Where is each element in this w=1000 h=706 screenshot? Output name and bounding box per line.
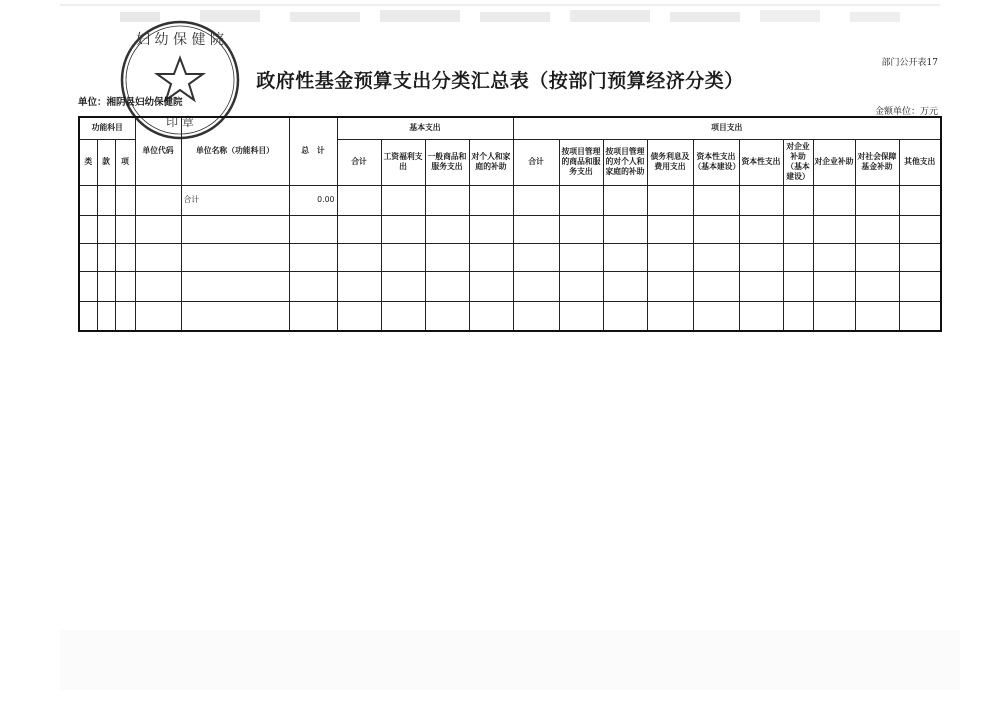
row-name — [181, 243, 289, 271]
row-name — [181, 215, 289, 243]
form-number: 部门公开表17 — [881, 58, 938, 68]
expenditure-table — [78, 116, 942, 332]
header-project-individual: 按项目管理的对个人和家庭的补助 — [603, 139, 647, 185]
table-row — [79, 185, 941, 215]
header-project-debt: 债务利息及费用支出 — [647, 139, 693, 185]
header-project: 项目支出 — [513, 117, 941, 139]
header-project-goods: 按项目管理的商品和服务支出 — [559, 139, 603, 185]
row-total — [289, 301, 337, 331]
table-row — [79, 215, 941, 243]
amount-unit: 金额单位：万元 — [874, 107, 938, 117]
header-project-other: 其他支出 — [899, 139, 941, 185]
row-total — [289, 271, 337, 301]
table-row — [79, 271, 941, 301]
header-basic-goods: 一般商品和服务支出 — [425, 139, 469, 185]
svg-text:妇 幼 保 健 院: 妇 幼 保 健 院 — [136, 32, 224, 48]
header-basic-individual: 对个人和家庭的补助 — [469, 139, 513, 185]
row-name — [181, 301, 289, 331]
page-title: 政府性基金预算支出分类汇总表（按部门预算经济分类） — [256, 70, 744, 92]
row-name — [181, 271, 289, 301]
table-row — [79, 301, 941, 331]
header-xiang: 项 — [115, 139, 135, 185]
header-basic-salary: 工资福利支出 — [381, 139, 425, 185]
row-total — [289, 215, 337, 243]
header-project-capital-infra: 资本性支出（基本建设） — [693, 139, 739, 185]
header-project-social-security: 对社会保障基金补助 — [855, 139, 899, 185]
header-project-enterprise: 对企业补助 — [813, 139, 855, 185]
unit-label: 单位： — [78, 97, 107, 108]
row-total — [289, 243, 337, 271]
header-project-enterprise-infra: 对企业补助（基本建设） — [783, 139, 813, 185]
table-row — [79, 243, 941, 271]
header-project-capital: 资本性支出 — [739, 139, 783, 185]
header-total: 总 计 — [289, 117, 337, 185]
row-name: 合计 — [181, 185, 289, 215]
svg-text:印 章: 印 章 — [166, 115, 194, 129]
header-unit-name: 单位名称（功能科目） — [181, 117, 289, 185]
header-project-total: 合计 — [513, 139, 559, 185]
header-func-subject: 功能科目 — [79, 117, 135, 139]
unit-name: 湘阴县妇幼保健院 — [106, 97, 183, 108]
unit-line — [78, 94, 183, 108]
header-basic: 基本支出 — [337, 117, 513, 139]
header-kuan: 款 — [97, 139, 115, 185]
header-unit-code: 单位代码 — [135, 117, 181, 185]
header-basic-total: 合计 — [337, 139, 381, 185]
header-lei: 类 — [79, 139, 97, 185]
row-total: 0.00 — [289, 185, 337, 215]
